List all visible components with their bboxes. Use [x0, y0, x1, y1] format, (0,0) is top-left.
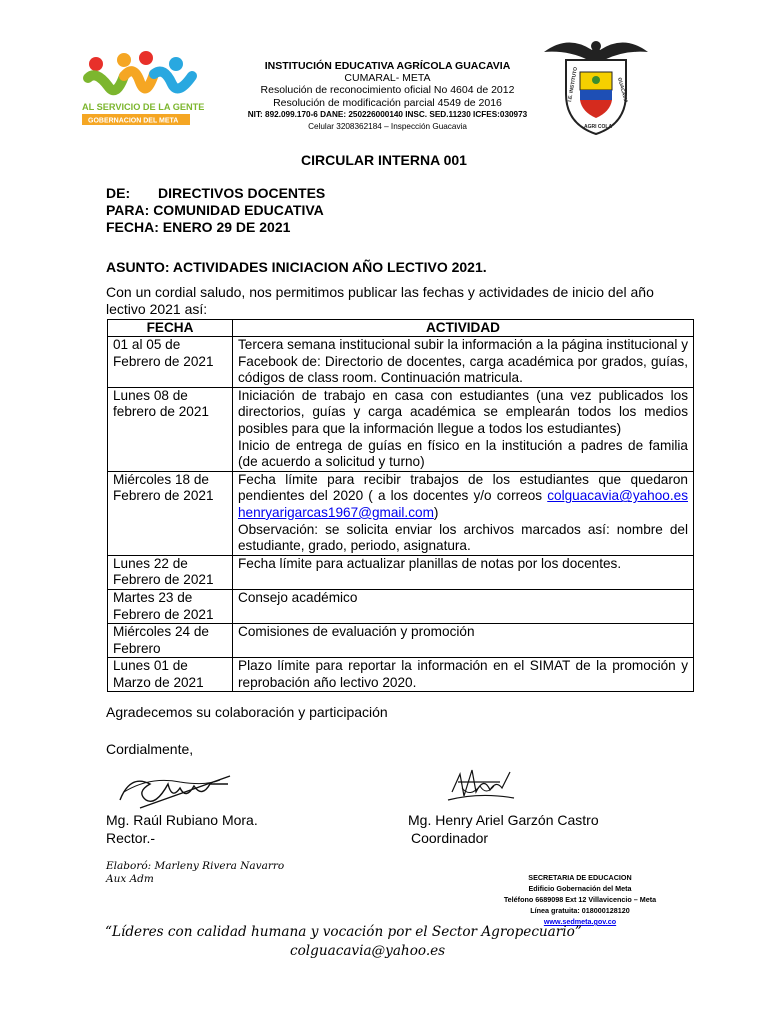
- to-value: COMUNIDAD EDUCATIVA: [153, 202, 324, 218]
- column-header-activity: ACTIVIDAD: [233, 320, 694, 337]
- table-row: [108, 387, 694, 471]
- secretariat-block: [500, 872, 660, 927]
- table-header-row: [108, 320, 694, 337]
- to-line: [106, 202, 325, 219]
- crest-right-text: GUACAVIA: [616, 76, 629, 104]
- gobernacion-logo: [80, 50, 204, 130]
- memo-header: [106, 185, 325, 236]
- institution-city: CUMARAL- META: [344, 72, 431, 85]
- activity-close-paren: ): [433, 504, 439, 520]
- table-row: [108, 589, 694, 623]
- email-link-colguacavia[interactable]: colguacavia@yahoo.es: [547, 488, 688, 504]
- prepared-by-role: Aux Adm: [106, 873, 154, 885]
- prepared-by: [106, 860, 284, 886]
- institution-ids: NIT: 892.099.170-6 DANE: 250226000140 INSC. SED.11230 ICFES:030973: [247, 109, 528, 119]
- date-value: ENERO 29 DE 2021: [162, 219, 291, 235]
- coordinator-signature: [440, 762, 520, 808]
- row-date: 01 al 05 de Febrero de 2021: [108, 337, 233, 388]
- institution-phone: Celular 3208362184 – Inspección Guacavia: [308, 122, 467, 132]
- table-row: [108, 337, 694, 388]
- row-date: Lunes 01 de Marzo de 2021: [108, 658, 233, 692]
- activity-text-2: Observación: se solicita enviar los archivos marcados así: nombre del estudiante, grado, periodo, asignatura.: [238, 521, 688, 554]
- column-header-date: FECHA: [108, 320, 233, 337]
- row-activity: Consejo académico: [233, 589, 694, 623]
- institution-header: [215, 60, 560, 133]
- row-activity: [233, 387, 694, 471]
- row-date: Lunes 08 de febrero de 2021: [108, 387, 233, 471]
- table-row: [108, 471, 694, 555]
- resolution-modification: Resolución de modificación parcial 4549 de 2016: [273, 96, 502, 109]
- intro-paragraph: Con un cordial saludo, nos permitimos publicar las fechas y actividades de inicio del año lectivo 2021 así:: [106, 284, 654, 317]
- crest-bottom-text: AGRI COLA: [584, 124, 613, 130]
- coordinator-block: [408, 811, 599, 847]
- row-activity: Comisiones de evaluación y promoción: [233, 624, 694, 658]
- secretariat-website-link[interactable]: www.sedmeta.gov.co: [543, 917, 617, 926]
- rector-name: Mg. Raúl Rubiano Mora.: [106, 812, 258, 828]
- row-activity: Tercera semana institucional subir la información a la página institucional y Facebook de: Directorio de docentes, carga académica por grados, guías, códigos de class room. Continuación matricula.: [233, 337, 694, 388]
- activities-table: [107, 319, 694, 692]
- secretariat-phone: Teléfono 6689098 Ext 12 Villavicencio – Meta: [503, 895, 657, 904]
- subject-line: ASUNTO: ACTIVIDADES INICIACION AÑO LECTIVO 2021.: [106, 259, 487, 275]
- row-date: Miércoles 24 de Febrero: [108, 624, 233, 658]
- activity-text: Fecha límite para recibir trabajos de los estudiantes que quedaron pendientes del 2020 ( a los docentes y/o correos: [238, 471, 688, 504]
- thanks-line: Agradecemos su colaboración y participación: [106, 704, 388, 720]
- secretariat-building: Edificio Gobernación del Meta: [528, 884, 632, 893]
- circular-title: CIRCULAR INTERNA 001: [301, 152, 467, 168]
- footer-email: colguacavia@yahoo.es: [290, 943, 446, 959]
- activity-text-2: Inicio de entrega de guías en físico en la institución a padres de familia (de acuerdo a solicitud y turno): [238, 437, 688, 470]
- rector-signature: [110, 770, 240, 814]
- table-row: [108, 624, 694, 658]
- prepared-by-name: Elaboró: Marleny Rivera Navarro: [106, 860, 285, 872]
- coordinator-role: Coordinador: [411, 830, 489, 846]
- coordinator-name: Mg. Henry Ariel Garzón Castro: [408, 812, 599, 828]
- email-link-henry[interactable]: henryarigarcas1967@gmail.com: [238, 504, 434, 520]
- row-activity: Fecha límite para actualizar planillas de notas por los docentes.: [233, 555, 694, 589]
- school-motto: “Líderes con calidad humana y vocación por el Sector Agropecuario”: [105, 924, 582, 940]
- row-date: Lunes 22 de Febrero de 2021: [108, 555, 233, 589]
- table-row: [108, 555, 694, 589]
- institution-name: INSTITUCIÓN EDUCATIVA AGRÍCOLA GUACAVIA: [264, 60, 511, 72]
- row-activity: [233, 471, 694, 555]
- closing-line: Cordialmente,: [106, 741, 194, 757]
- rector-role: Rector.-: [106, 830, 156, 846]
- row-activity: Plazo límite para reportar la información en el SIMAT de la promoción y reprobación año lectivo 2020.: [233, 658, 694, 692]
- from-line: [106, 185, 325, 202]
- activity-text: Iniciación de trabajo en casa con estudiantes (una vez publicados los directorios, guías y carga académica se emplearán todos los medios posibles para que la información llegue a todos los estudiantes): [238, 387, 688, 436]
- secretariat-toll-free: Línea gratuita: 018000128120: [530, 906, 630, 915]
- date-line: [106, 219, 325, 236]
- resolution-recognition: Resolución de reconocimiento oficial No 4604 de 2012: [260, 84, 515, 97]
- rector-block: [106, 811, 258, 847]
- to-label: PARA:: [106, 202, 150, 218]
- secretariat-title: SECRETARIA DE EDUCACION: [528, 873, 632, 882]
- row-date: Martes 23 de Febrero de 2021: [108, 589, 233, 623]
- from-label: DE:: [106, 185, 131, 201]
- from-value: DIRECTIVOS DOCENTES: [158, 185, 326, 201]
- row-date: Miércoles 18 de Febrero de 2021: [108, 471, 233, 555]
- school-crest: [540, 32, 652, 136]
- logo-main-text: AL SERVICIO DE LA GENTE: [82, 102, 204, 112]
- logo-sub-text: GOBERNACION DEL META: [88, 117, 179, 125]
- date-label: FECHA:: [106, 219, 159, 235]
- table-row: [108, 658, 694, 692]
- crest-left-text: I.E. INSTITUTO: [567, 66, 580, 103]
